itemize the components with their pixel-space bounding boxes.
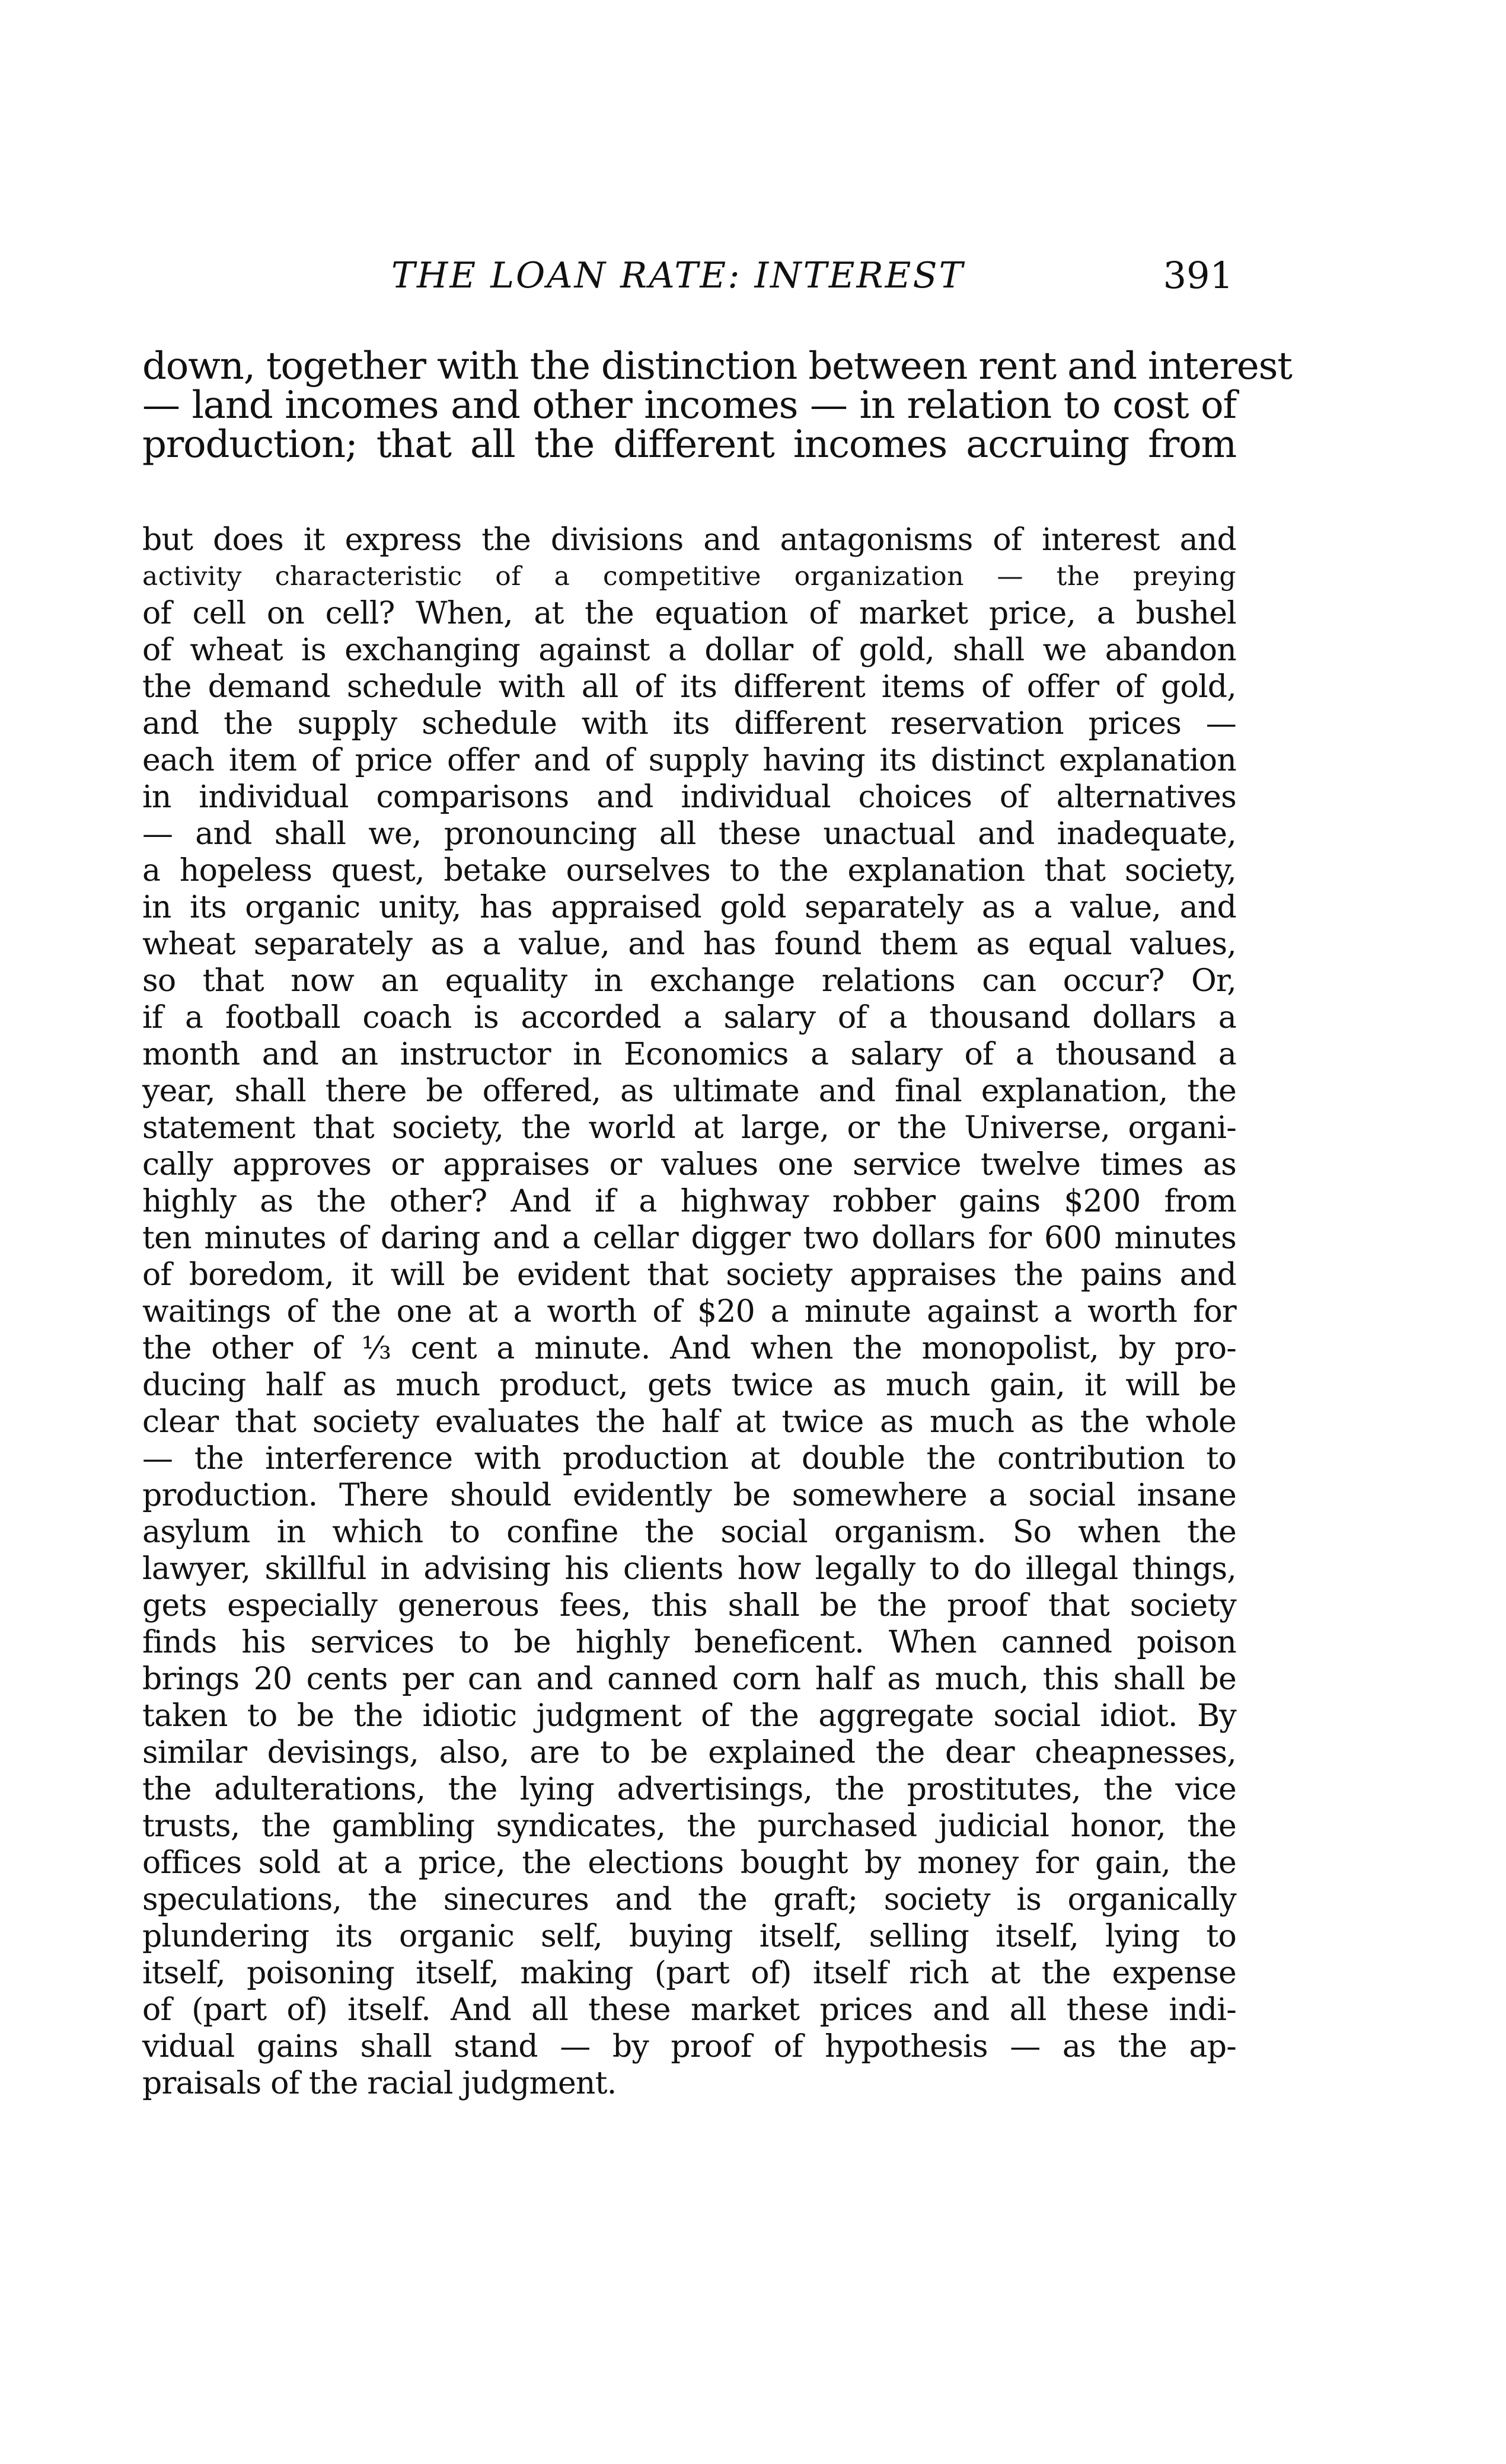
- text-line: of cell on cell? When, at the equation of market price, a bushel: [142, 596, 1236, 631]
- text-line: itself, poisoning itself, making (part of) itself rich at the expense: [142, 1955, 1236, 1991]
- text-line: of (part of) itself. And all these market prices and all these indi-: [142, 1992, 1236, 2028]
- text-line: speculations, the sinecures and the graft; society is organically: [142, 1882, 1236, 1917]
- text-line: praisals of the racial judgment.: [142, 2066, 617, 2101]
- text-line: brings 20 cents per can and canned corn half as much, this shall be: [142, 1661, 1236, 1697]
- text-line: cally approves or appraises or values one service twelve times as: [142, 1147, 1236, 1183]
- text-line: offices sold at a price, the elections bought by money for gain, the: [142, 1845, 1236, 1881]
- text-line: of wheat is exchanging against a dollar of gold, shall we abandon: [142, 632, 1236, 668]
- text-line: similar devisings, also, are to be explained the dear cheapnesses,: [142, 1735, 1236, 1770]
- text-line: the other of ⅓ cent a minute. And when the monopolist, by pro-: [142, 1331, 1236, 1366]
- text-line: in individual comparisons and individual choices of alternatives: [142, 779, 1236, 815]
- text-line: ducing half as much product, gets twice as much gain, it will be: [142, 1367, 1236, 1403]
- text-line: production. There should evidently be somewhere a social insane: [142, 1478, 1236, 1513]
- text-line: plundering its organic self, buying itself, selling itself, lying to: [142, 1919, 1236, 1954]
- text-line: trusts, the gambling syndicates, the purchased judicial honor, the: [142, 1808, 1236, 1844]
- text-line: down, together with the distinction between rent and interest: [142, 344, 1292, 388]
- text-line: gets especially generous fees, this shall be the proof that society: [142, 1588, 1236, 1624]
- top-paragraph: [142, 344, 1292, 466]
- text-line: year, shall there be offered, as ultimate and final explanation, the: [142, 1073, 1236, 1109]
- text-line: asylum in which to confine the social organism. So when the: [142, 1514, 1236, 1550]
- text-line: waitings of the one at a worth of $20 a minute against a worth for: [142, 1294, 1236, 1330]
- text-line: but does it express the divisions and antagonisms of interest and: [142, 522, 1236, 558]
- text-line: statement that society, the world at large, or the Universe, organi-: [142, 1110, 1236, 1146]
- text-line: clear that society evaluates the half at twice as much as the whole: [142, 1404, 1236, 1440]
- text-line: — and shall we, pronouncing all these unactual and inadequate,: [142, 816, 1236, 852]
- text-line: production; that all the different incomes accruing from: [142, 423, 1236, 466]
- running-title: THE LOAN RATE: INTEREST: [391, 255, 965, 296]
- text-line: if a football coach is accorded a salary of a thousand dollars a: [142, 1000, 1236, 1036]
- text-line: highly as the other? And if a highway robber gains $200 from: [142, 1184, 1236, 1219]
- text-line: and the supply schedule with its different reservation prices —: [142, 706, 1236, 742]
- text-line: the demand schedule with all of its different items of offer of gold,: [142, 669, 1236, 705]
- main-paragraph: [142, 522, 1236, 2102]
- text-line: — land incomes and other incomes — in relation to cost of: [142, 383, 1236, 427]
- text-line: wheat separately as a value, and has found them as equal values,: [142, 926, 1236, 962]
- text-line: lawyer, skillful in advising his clients how legally to do illegal things,: [142, 1551, 1236, 1587]
- text-line: the adulterations, the lying advertisings, the prostitutes, the vice: [142, 1772, 1236, 1807]
- text-line: taken to be the idiotic judgment of the aggregate social idiot. By: [142, 1698, 1236, 1734]
- text-line: of boredom, it will be evident that society appraises the pains and: [142, 1257, 1236, 1293]
- text-line: finds his services to be highly beneficent. When canned poison: [142, 1625, 1236, 1660]
- text-line: a hopeless quest, betake ourselves to the explanation that society,: [142, 853, 1236, 889]
- text-line: so that now an equality in exchange relations can occur? Or,: [142, 963, 1236, 999]
- text-line: vidual gains shall stand — by proof of hypothesis — as the ap-: [142, 2029, 1236, 2064]
- page-number: 391: [1163, 254, 1233, 297]
- text-line: activity characteristic of a competitive organization — the preying: [142, 561, 1236, 592]
- text-line: ten minutes of daring and a cellar digger two dollars for 600 minutes: [142, 1220, 1236, 1256]
- text-line: — the interference with production at double the contribution to: [142, 1441, 1236, 1477]
- text-line: month and an instructor in Economics a salary of a thousand a: [142, 1037, 1236, 1072]
- running-head: [391, 252, 1233, 299]
- text-line: in its organic unity, has appraised gold separately as a value, and: [142, 890, 1236, 925]
- text-line: each item of price offer and of supply having its distinct explanation: [142, 743, 1236, 778]
